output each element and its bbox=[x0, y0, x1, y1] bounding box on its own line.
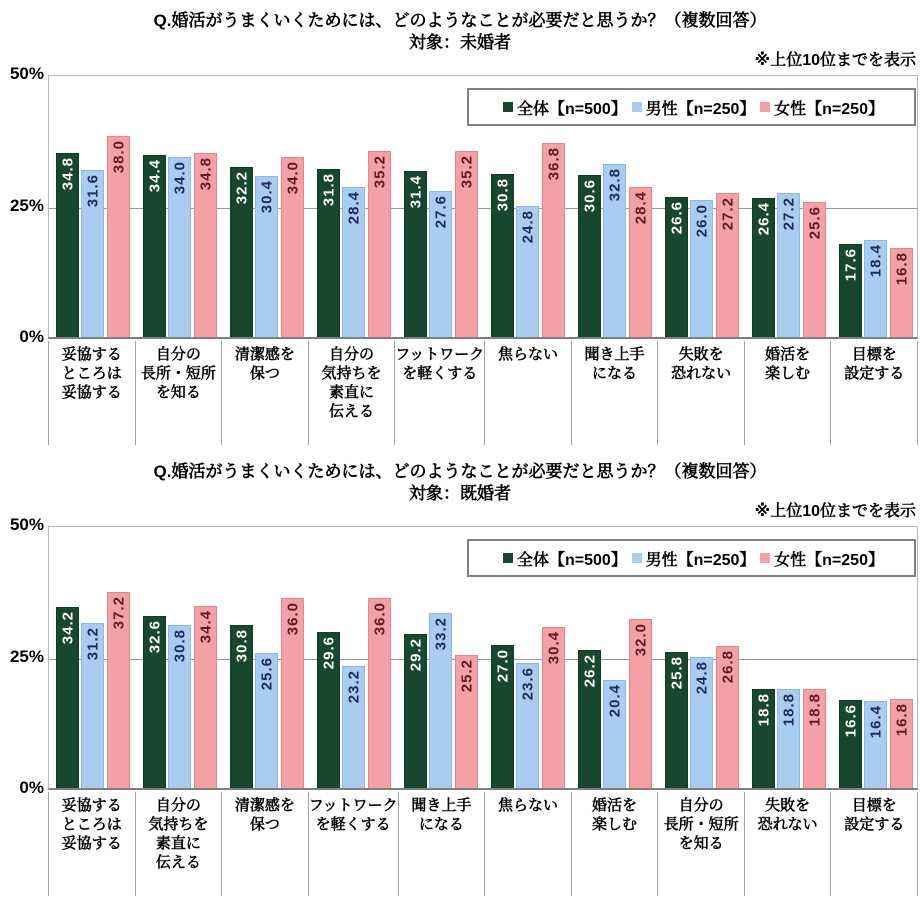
bar-overall bbox=[317, 632, 340, 788]
bar-value-label: 25.6 bbox=[258, 657, 275, 691]
bar-value-label: 16.4 bbox=[867, 705, 884, 739]
bar-value-label: 30.8 bbox=[233, 629, 250, 663]
category-cell bbox=[831, 341, 918, 445]
category-cell bbox=[309, 341, 396, 445]
category-label: を知る bbox=[678, 835, 724, 852]
bar-female bbox=[803, 689, 826, 788]
bar-value-label: 36.0 bbox=[284, 602, 301, 636]
bar-value-label: 27.0 bbox=[494, 649, 511, 683]
bar-male bbox=[255, 653, 278, 788]
bar-value-label: 30.8 bbox=[494, 178, 511, 212]
category-label: になる bbox=[418, 816, 464, 833]
bar-female bbox=[368, 598, 391, 788]
bar-female bbox=[716, 646, 739, 788]
bar-female bbox=[368, 151, 391, 337]
category-label: 失敗を bbox=[678, 346, 724, 363]
category-cell bbox=[136, 792, 223, 896]
category-label: 聞き上手 bbox=[584, 346, 645, 363]
category-label: 恐れない bbox=[671, 365, 732, 382]
bar-value-label: 26.4 bbox=[755, 202, 772, 236]
category-label: 自分の bbox=[155, 797, 201, 814]
category-cell bbox=[831, 792, 918, 896]
top10-note: ※上位10位までを表示 bbox=[754, 503, 916, 520]
bar-value-label: 34.4 bbox=[197, 610, 214, 644]
bar-value-label: 34.4 bbox=[146, 159, 163, 193]
category-label: 聞き上手 bbox=[411, 797, 472, 814]
bar-value-label: 34.0 bbox=[171, 161, 188, 195]
bar-value-label: 26.0 bbox=[693, 204, 710, 238]
bar-value-label: 34.0 bbox=[284, 161, 301, 195]
bar-value-label: 30.8 bbox=[171, 629, 188, 663]
bar-overall bbox=[491, 645, 514, 788]
legend bbox=[467, 88, 916, 126]
bar-value-label: 24.8 bbox=[693, 661, 710, 695]
legend-item bbox=[632, 96, 756, 119]
legend-swatch-icon bbox=[503, 553, 513, 563]
chart-title: Q.婚活がうまくいくためには、どのようなことが必要だと思うか？（複数回答） bbox=[153, 462, 767, 481]
bar-value-label: 31.2 bbox=[84, 627, 101, 661]
bar-female bbox=[455, 151, 478, 337]
bar-value-label: 27.6 bbox=[432, 195, 449, 229]
category-cell bbox=[658, 341, 745, 445]
bar-value-label: 32.0 bbox=[632, 623, 649, 657]
bar-male bbox=[342, 187, 365, 337]
bar-male bbox=[168, 625, 191, 788]
bar-value-label: 34.8 bbox=[59, 157, 76, 191]
bar-value-label: 29.6 bbox=[320, 636, 337, 670]
category-label: 気持ちを bbox=[321, 365, 382, 382]
bar-male bbox=[516, 206, 539, 337]
legend-swatch-icon bbox=[632, 102, 642, 112]
bar-value-label: 25.8 bbox=[668, 656, 685, 690]
bar-value-label: 25.2 bbox=[458, 659, 475, 693]
bar-value-label: 24.8 bbox=[519, 210, 536, 244]
bar-value-label: 31.4 bbox=[407, 175, 424, 209]
bar-overall bbox=[317, 169, 340, 337]
bar-value-label: 28.4 bbox=[632, 191, 649, 225]
legend-item bbox=[503, 96, 627, 119]
bar-value-label: 36.0 bbox=[371, 602, 388, 636]
category-label: 恐れない bbox=[757, 816, 818, 833]
bar-value-label: 25.6 bbox=[806, 206, 823, 240]
category-label: 長所・短所 bbox=[663, 816, 739, 833]
bar-female bbox=[803, 202, 826, 337]
chart-title: Q.婚活がうまくいくためには、どのようなことが必要だと思うか？（複数回答） bbox=[153, 11, 767, 30]
bar-male bbox=[429, 191, 452, 337]
bar-value-label: 32.2 bbox=[233, 171, 250, 205]
category-cell bbox=[222, 792, 309, 896]
category-label: 婚活を bbox=[765, 346, 811, 363]
bar-male bbox=[81, 623, 104, 788]
category-cell bbox=[399, 792, 486, 896]
category-label: 自分の bbox=[678, 797, 724, 814]
category-label: 楽しむ bbox=[592, 816, 638, 833]
bar-male bbox=[690, 200, 713, 337]
bar-female bbox=[107, 592, 130, 788]
bar-female bbox=[716, 193, 739, 337]
category-label: 妥協する bbox=[61, 835, 122, 852]
bar-female bbox=[281, 598, 304, 788]
category-cell bbox=[572, 341, 659, 445]
bar-male bbox=[81, 170, 104, 337]
bar-male bbox=[342, 666, 365, 788]
bar-value-label: 36.8 bbox=[545, 147, 562, 181]
chart-subtitle: 対象：未婚者 bbox=[409, 33, 511, 52]
legend-label: 男性【n=250】 bbox=[645, 551, 756, 569]
bar-female bbox=[890, 248, 913, 337]
bar-male bbox=[255, 176, 278, 337]
category-label: 目標を bbox=[851, 797, 897, 814]
y-axis-tick-label: 0% bbox=[19, 778, 44, 797]
bar-female bbox=[542, 627, 565, 788]
legend-item bbox=[632, 547, 756, 570]
legend-label: 女性【n=250】 bbox=[774, 551, 884, 569]
bar-value-label: 31.6 bbox=[84, 174, 101, 208]
bar-female bbox=[629, 187, 652, 337]
bar-female bbox=[194, 153, 217, 337]
bar-overall bbox=[752, 689, 775, 788]
category-label: 気持ちを bbox=[148, 816, 209, 833]
category-cell bbox=[658, 792, 745, 896]
bar-value-label: 30.6 bbox=[581, 179, 598, 213]
category-label: 清潔感を bbox=[234, 797, 295, 814]
bar-value-label: 38.0 bbox=[110, 140, 127, 174]
bar-value-label: 23.6 bbox=[519, 667, 536, 701]
bar-male bbox=[864, 701, 887, 788]
category-label: 素直に bbox=[155, 835, 201, 852]
category-label: 伝える bbox=[155, 854, 201, 871]
category-cell bbox=[309, 792, 399, 896]
category-label: 失敗を bbox=[765, 797, 811, 814]
bar-male bbox=[603, 680, 626, 788]
legend-label: 全体【n=500】 bbox=[517, 100, 627, 118]
bar-overall bbox=[578, 650, 601, 788]
bar-male bbox=[603, 164, 626, 337]
bar-value-label: 18.8 bbox=[780, 693, 797, 727]
bar-female bbox=[629, 619, 652, 788]
bar-value-label: 18.4 bbox=[867, 244, 884, 278]
bar-value-label: 33.2 bbox=[432, 617, 449, 651]
category-label-row bbox=[48, 341, 918, 445]
bar-male bbox=[864, 240, 887, 337]
bar-value-label: 37.2 bbox=[110, 596, 127, 630]
bar-value-label: 29.2 bbox=[407, 638, 424, 672]
category-label: 長所・短所 bbox=[140, 365, 216, 382]
bar-female bbox=[107, 136, 130, 337]
legend-swatch-icon bbox=[760, 553, 770, 563]
category-cell bbox=[485, 341, 572, 445]
category-label: 婚活を bbox=[592, 797, 638, 814]
bar-value-label: 34.2 bbox=[59, 611, 76, 645]
category-label: になる bbox=[592, 365, 638, 382]
bar-value-label: 30.4 bbox=[545, 631, 562, 665]
legend bbox=[467, 539, 916, 577]
category-cell bbox=[136, 341, 223, 445]
bar-value-label: 35.2 bbox=[458, 155, 475, 189]
bar-overall bbox=[404, 171, 427, 337]
chart-plot-area-married bbox=[0, 515, 920, 901]
bar-value-label: 16.6 bbox=[842, 704, 859, 738]
category-label: 伝える bbox=[328, 403, 374, 420]
bar-male bbox=[777, 193, 800, 337]
category-cell bbox=[48, 792, 136, 896]
bar-overall bbox=[839, 244, 862, 337]
category-label: を知る bbox=[155, 384, 201, 401]
y-axis-tick-label: 50% bbox=[9, 64, 44, 83]
category-label: 保つ bbox=[249, 816, 280, 833]
bar-female bbox=[281, 157, 304, 337]
category-cell bbox=[745, 792, 832, 896]
bar-overall bbox=[491, 174, 514, 337]
category-label: 焦らない bbox=[497, 797, 558, 814]
chart-plot-area-unmarried bbox=[0, 64, 920, 450]
category-label: 楽しむ bbox=[765, 365, 811, 382]
bar-male bbox=[777, 689, 800, 788]
category-label: 目標を bbox=[851, 346, 897, 363]
legend-swatch-icon bbox=[632, 553, 642, 563]
category-cell bbox=[222, 341, 309, 445]
legend-item bbox=[760, 96, 884, 119]
bar-value-label: 20.4 bbox=[606, 684, 623, 718]
category-label: ところは bbox=[61, 816, 122, 833]
category-label: を軽くする bbox=[402, 365, 478, 382]
category-cell bbox=[745, 341, 832, 445]
bar-value-label: 26.6 bbox=[668, 201, 685, 235]
bar-overall bbox=[404, 634, 427, 788]
bar-value-label: 32.8 bbox=[606, 168, 623, 202]
chart-section-married bbox=[0, 451, 920, 906]
category-cell bbox=[572, 792, 659, 896]
category-label: フットワーク bbox=[308, 797, 398, 814]
chart-subtitle: 対象：既婚者 bbox=[409, 484, 511, 503]
category-label: 清潔感を bbox=[234, 346, 295, 363]
bar-male bbox=[516, 663, 539, 788]
y-axis-tick-label: 25% bbox=[9, 196, 44, 215]
bar-male bbox=[690, 657, 713, 788]
bar-overall bbox=[752, 198, 775, 337]
legend-label: 全体【n=500】 bbox=[517, 551, 627, 569]
bar-female bbox=[455, 655, 478, 788]
bar-overall bbox=[665, 652, 688, 788]
category-label: 保つ bbox=[249, 365, 280, 382]
bar-female bbox=[890, 699, 913, 788]
y-axis-tick-label: 50% bbox=[9, 515, 44, 534]
bar-overall bbox=[230, 167, 253, 337]
bar-value-label: 32.6 bbox=[146, 620, 163, 654]
legend-item bbox=[760, 547, 884, 570]
category-label: 自分の bbox=[155, 346, 201, 363]
legend-label: 女性【n=250】 bbox=[774, 100, 884, 118]
category-label: を軽くする bbox=[315, 816, 391, 833]
category-label: 妥協する bbox=[61, 384, 122, 401]
bar-female bbox=[542, 143, 565, 337]
category-label: ところは bbox=[61, 365, 122, 382]
bar-overall bbox=[665, 197, 688, 337]
bar-value-label: 31.8 bbox=[320, 173, 337, 207]
category-label-row bbox=[48, 792, 918, 896]
legend-swatch-icon bbox=[503, 102, 513, 112]
bar-value-label: 18.8 bbox=[755, 693, 772, 727]
category-cell bbox=[395, 341, 485, 445]
top10-note: ※上位10位までを表示 bbox=[754, 52, 916, 69]
category-label: 設定する bbox=[844, 365, 905, 382]
bar-value-label: 27.2 bbox=[719, 197, 736, 231]
category-label: 焦らない bbox=[497, 346, 558, 363]
category-label: 素直に bbox=[328, 384, 374, 401]
bar-value-label: 16.8 bbox=[893, 703, 910, 737]
bar-overall bbox=[143, 616, 166, 788]
bar-male bbox=[429, 613, 452, 788]
bar-value-label: 34.8 bbox=[197, 157, 214, 191]
category-label: 妥協する bbox=[61, 797, 122, 814]
bar-value-label: 28.4 bbox=[345, 191, 362, 225]
bar-female bbox=[194, 606, 217, 788]
bar-value-label: 27.2 bbox=[780, 197, 797, 231]
bar-overall bbox=[230, 625, 253, 788]
bar-overall bbox=[56, 607, 79, 788]
bar-value-label: 18.8 bbox=[806, 693, 823, 727]
bar-male bbox=[168, 157, 191, 337]
category-cell bbox=[485, 792, 572, 896]
category-label: 自分の bbox=[328, 346, 374, 363]
y-axis-tick-label: 0% bbox=[19, 327, 44, 346]
bar-overall bbox=[143, 155, 166, 337]
bar-value-label: 26.8 bbox=[719, 650, 736, 684]
bar-value-label: 26.2 bbox=[581, 654, 598, 688]
bar-value-label: 35.2 bbox=[371, 155, 388, 189]
category-label: 設定する bbox=[844, 816, 905, 833]
category-label: フットワーク bbox=[395, 346, 485, 363]
bar-value-label: 30.4 bbox=[258, 180, 275, 214]
bar-value-label: 17.6 bbox=[842, 248, 859, 282]
bar-overall bbox=[56, 153, 79, 337]
bar-overall bbox=[839, 700, 862, 788]
legend-item bbox=[503, 547, 627, 570]
category-cell bbox=[48, 341, 136, 445]
bar-overall bbox=[578, 175, 601, 337]
legend-swatch-icon bbox=[760, 102, 770, 112]
bar-value-label: 23.2 bbox=[345, 670, 362, 704]
legend-label: 男性【n=250】 bbox=[645, 100, 756, 118]
category-label: 妥協する bbox=[61, 346, 122, 363]
y-axis-tick-label: 25% bbox=[9, 647, 44, 666]
bar-value-label: 16.8 bbox=[893, 252, 910, 286]
